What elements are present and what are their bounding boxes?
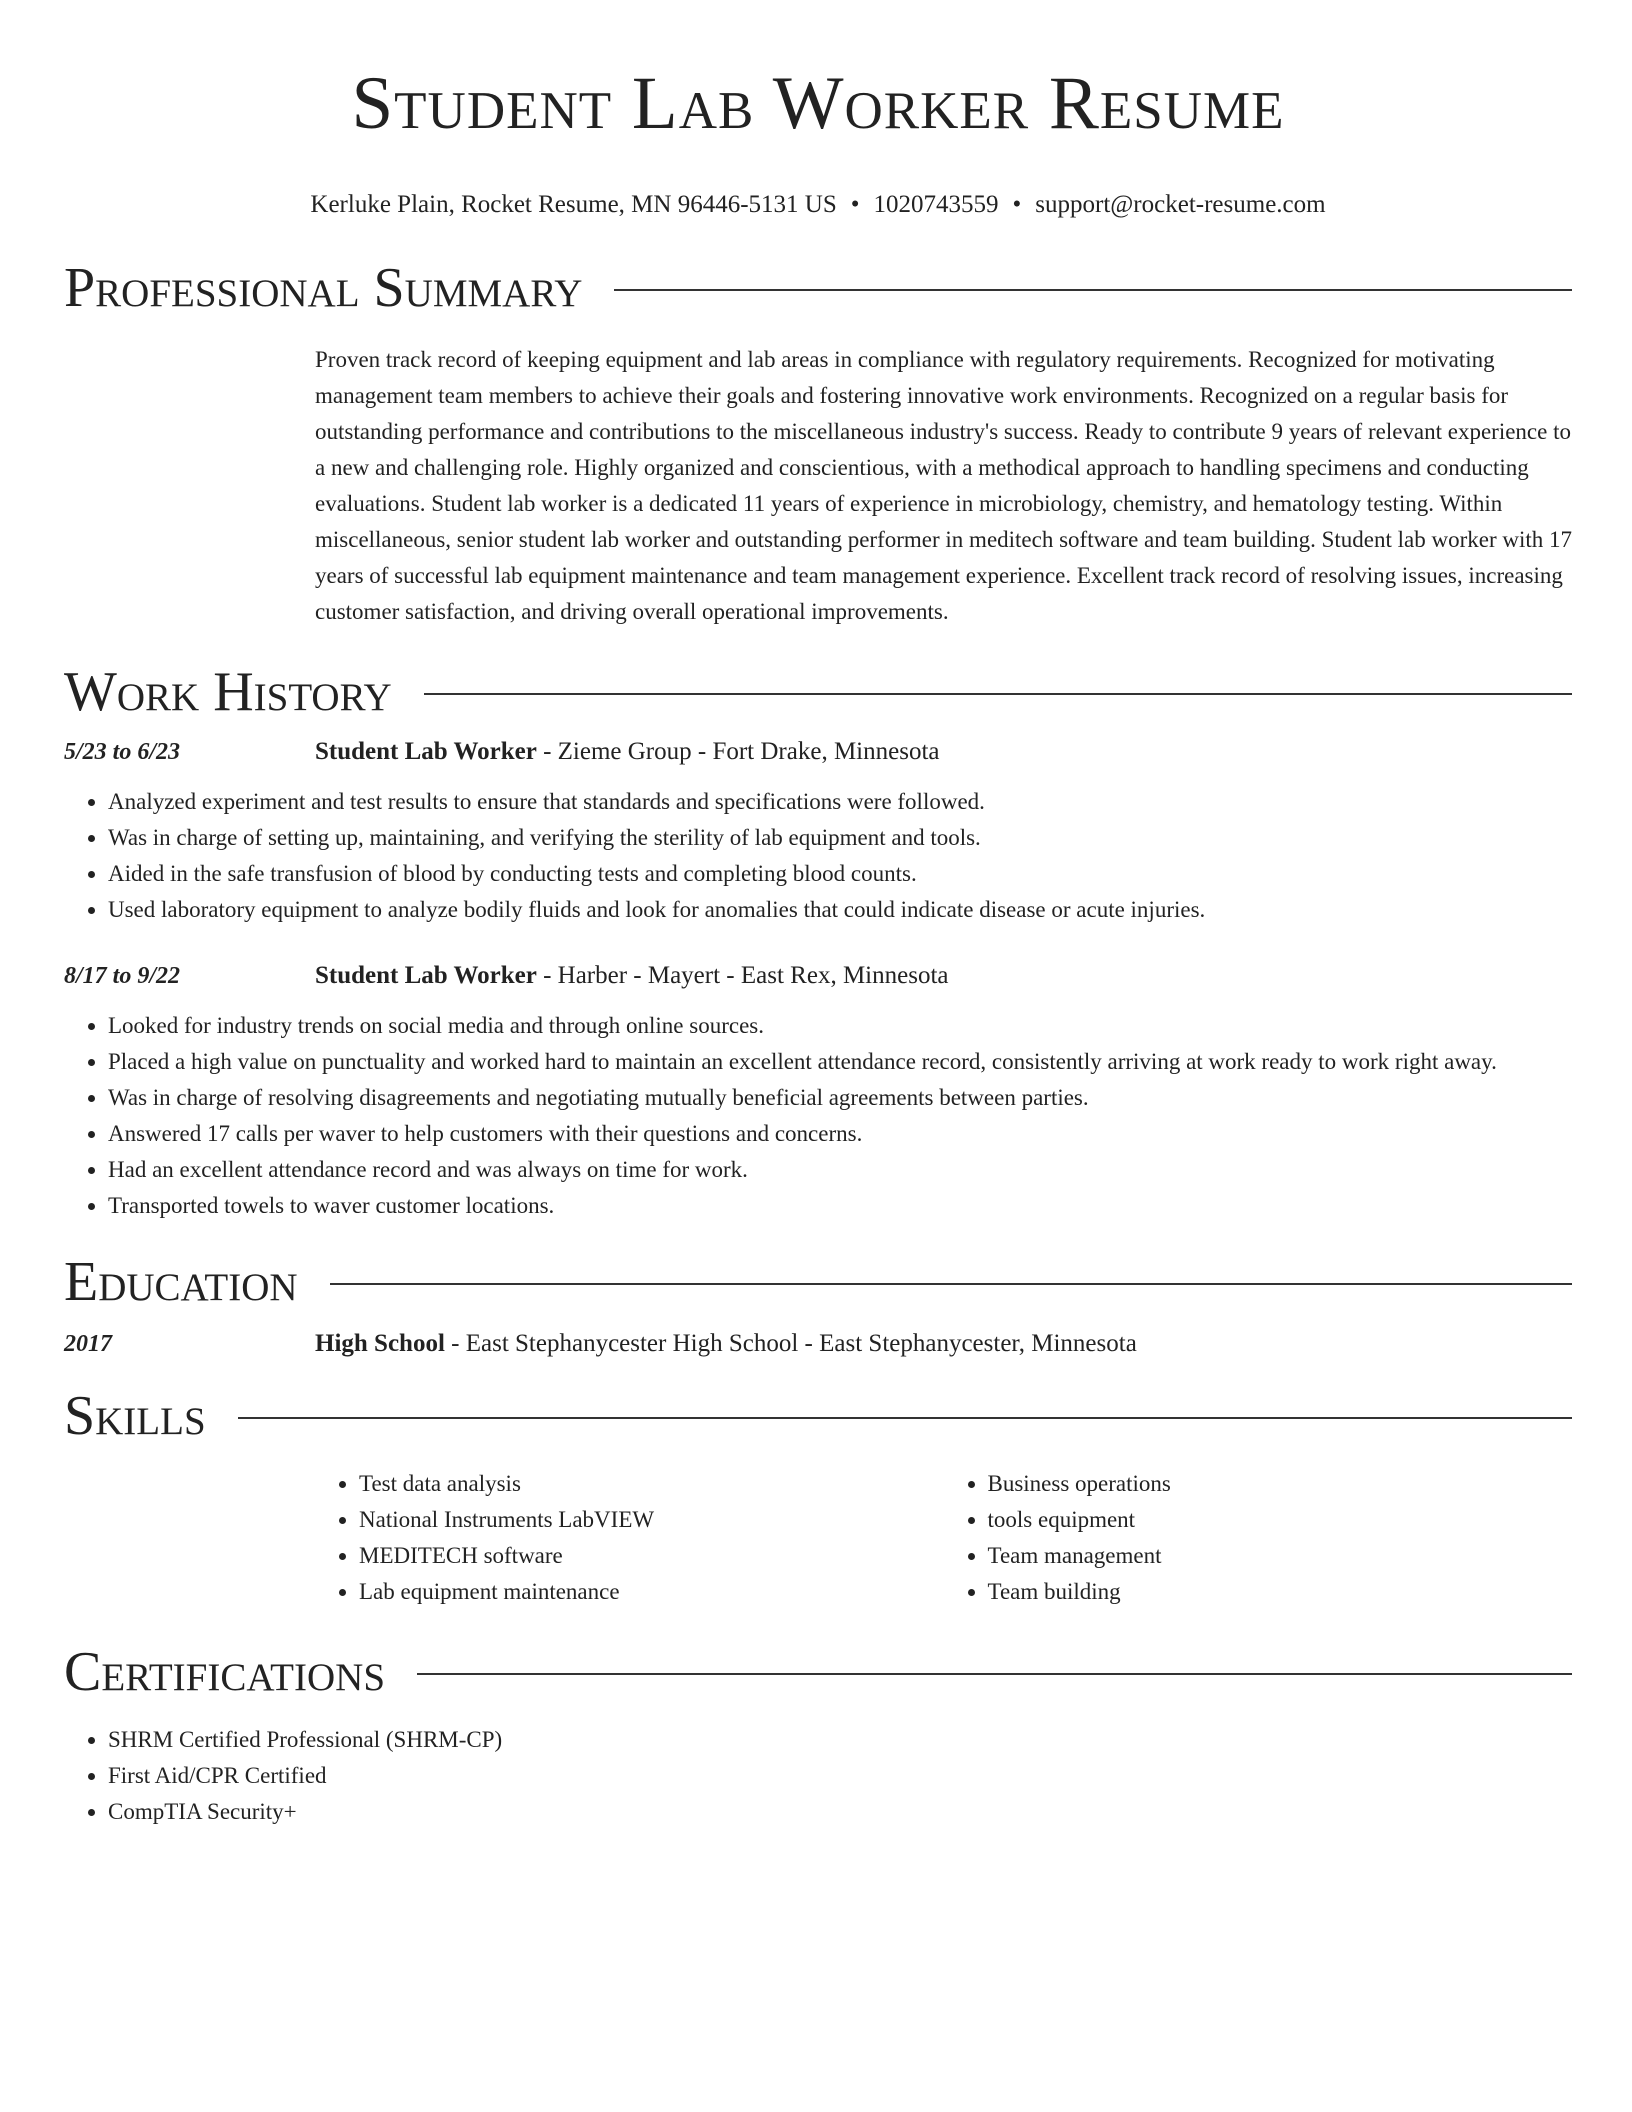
list-item: • Looked for industry trends on social media and through online sources. <box>108 1008 1572 1044</box>
job-title: Student Lab Worker <box>315 962 537 989</box>
list-item: • Used laboratory equipment to analyze bodily fluids and look for anomalies that could indicate disease or acute injuries. <box>108 892 1572 928</box>
list-item: • Analyzed experiment and test results to ensure that standards and specifications were followed. <box>108 784 1572 820</box>
section-summary-header <box>64 256 1572 320</box>
job-title: Student Lab Worker <box>315 738 537 765</box>
job-header <box>64 738 1572 766</box>
section-heading: Skills <box>64 1385 206 1447</box>
job-header <box>64 962 1572 990</box>
contact-separator: • <box>850 191 860 218</box>
section-skills-header <box>64 1384 1572 1448</box>
skill-item: • Team building <box>988 1574 1573 1610</box>
section-divider <box>330 1283 1572 1285</box>
section-divider <box>614 289 1572 291</box>
resume-title: Student Lab Worker Resume <box>351 62 1285 145</box>
certifications-list <box>64 1722 1572 1830</box>
job-details: - Zieme Group - Fort Drake, Minnesota <box>536 738 940 765</box>
section-divider <box>417 1673 1572 1675</box>
job-bullets <box>64 784 1572 928</box>
job-bullets <box>64 1008 1572 1224</box>
summary-text: Proven track record of keeping equipment and lab areas in compliance with regulatory requirements. Recognized for motivating management team members to achieve their goals and fostering innovative work environments. Recognized on a regular basis for outstanding performance and contributions to the miscellaneous industry's success. Ready to contribute 9 years of relevant experience to a new and challenging role. Highly organized and conscientious, with a methodical approach to handling specimens and conducting evaluations. Student lab worker is a dedicated 11 years of experience in microbiology, chemistry, and hematology testing. Within miscellaneous, senior student lab worker and outstanding performer in meditech software and team building. Student lab worker with 17 years of successful lab equipment maintenance and team management experience. Excellent track record of resolving issues, increasing customer satisfaction, and driving overall operational improvements. <box>315 347 1573 624</box>
skills-right-column <box>944 1466 1573 1610</box>
education-heading <box>315 1330 1137 1358</box>
job-dates: 8/17 to 9/22 <box>64 963 181 989</box>
skills-left-column <box>315 1466 944 1610</box>
section-work-header <box>64 660 1572 724</box>
section-certifications-header <box>64 1640 1572 1704</box>
skill-item: • Business operations <box>988 1466 1573 1502</box>
job-entry <box>64 962 1572 1224</box>
contact-separator: • <box>1012 191 1022 218</box>
certification-item: • CompTIA Security+ <box>108 1794 1572 1830</box>
skills-grid <box>315 1466 1572 1610</box>
education-details: - East Stephanycester High School - East Stephanycester, Minnesota <box>444 1330 1137 1357</box>
skill-item: • MEDITECH software <box>359 1538 944 1574</box>
section-education-header <box>64 1250 1572 1314</box>
section-heading: Professional Summary <box>64 257 583 319</box>
education-year: 2017 <box>64 1331 112 1357</box>
section-divider <box>424 693 1572 695</box>
certification-item: • First Aid/CPR Certified <box>108 1758 1572 1794</box>
list-item: • Answered 17 calls per waver to help customers with their questions and concerns. <box>108 1116 1572 1152</box>
job-dates: 5/23 to 6/23 <box>64 739 181 765</box>
list-item: • Aided in the safe transfusion of blood by conducting tests and completing blood counts. <box>108 856 1572 892</box>
list-item: • Transported towels to waver customer locations. <box>108 1188 1572 1224</box>
section-heading: Education <box>64 1251 298 1313</box>
contact-email[interactable]: support@rocket-resume.com <box>1035 191 1326 218</box>
contact-address: Kerluke Plain, Rocket Resume, MN 96446-5131 US <box>310 191 837 218</box>
job-heading <box>315 962 948 990</box>
skill-item: • Test data analysis <box>359 1466 944 1502</box>
section-heading: Work History <box>64 661 392 723</box>
resume-page <box>64 0 1572 1830</box>
skill-item: • tools equipment <box>988 1502 1573 1538</box>
list-item: • Was in charge of setting up, maintaining, and verifying the sterility of lab equipment and tools. <box>108 820 1572 856</box>
job-entry <box>64 738 1572 928</box>
education-degree: High School <box>315 1330 445 1357</box>
skill-item: • National Instruments LabVIEW <box>359 1502 944 1538</box>
education-entry <box>64 1330 1572 1358</box>
section-divider <box>238 1417 1572 1419</box>
contact-line <box>64 190 1572 220</box>
section-heading: Certifications <box>64 1641 386 1703</box>
list-item: • Was in charge of resolving disagreements and negotiating mutually beneficial agreements between parties. <box>108 1080 1572 1116</box>
contact-phone: 1020743559 <box>873 191 999 218</box>
certification-item: • SHRM Certified Professional (SHRM-CP) <box>108 1722 1572 1758</box>
skill-item: • Lab equipment maintenance <box>359 1574 944 1610</box>
list-item: • Placed a high value on punctuality and worked hard to maintain an excellent attendance record, consistently arriving at work ready to work right away. <box>108 1044 1572 1080</box>
job-details: - Harber - Mayert - East Rex, Minnesota <box>536 962 949 989</box>
skill-item: • Team management <box>988 1538 1573 1574</box>
list-item: • Had an excellent attendance record and was always on time for work. <box>108 1152 1572 1188</box>
job-heading <box>315 738 940 766</box>
